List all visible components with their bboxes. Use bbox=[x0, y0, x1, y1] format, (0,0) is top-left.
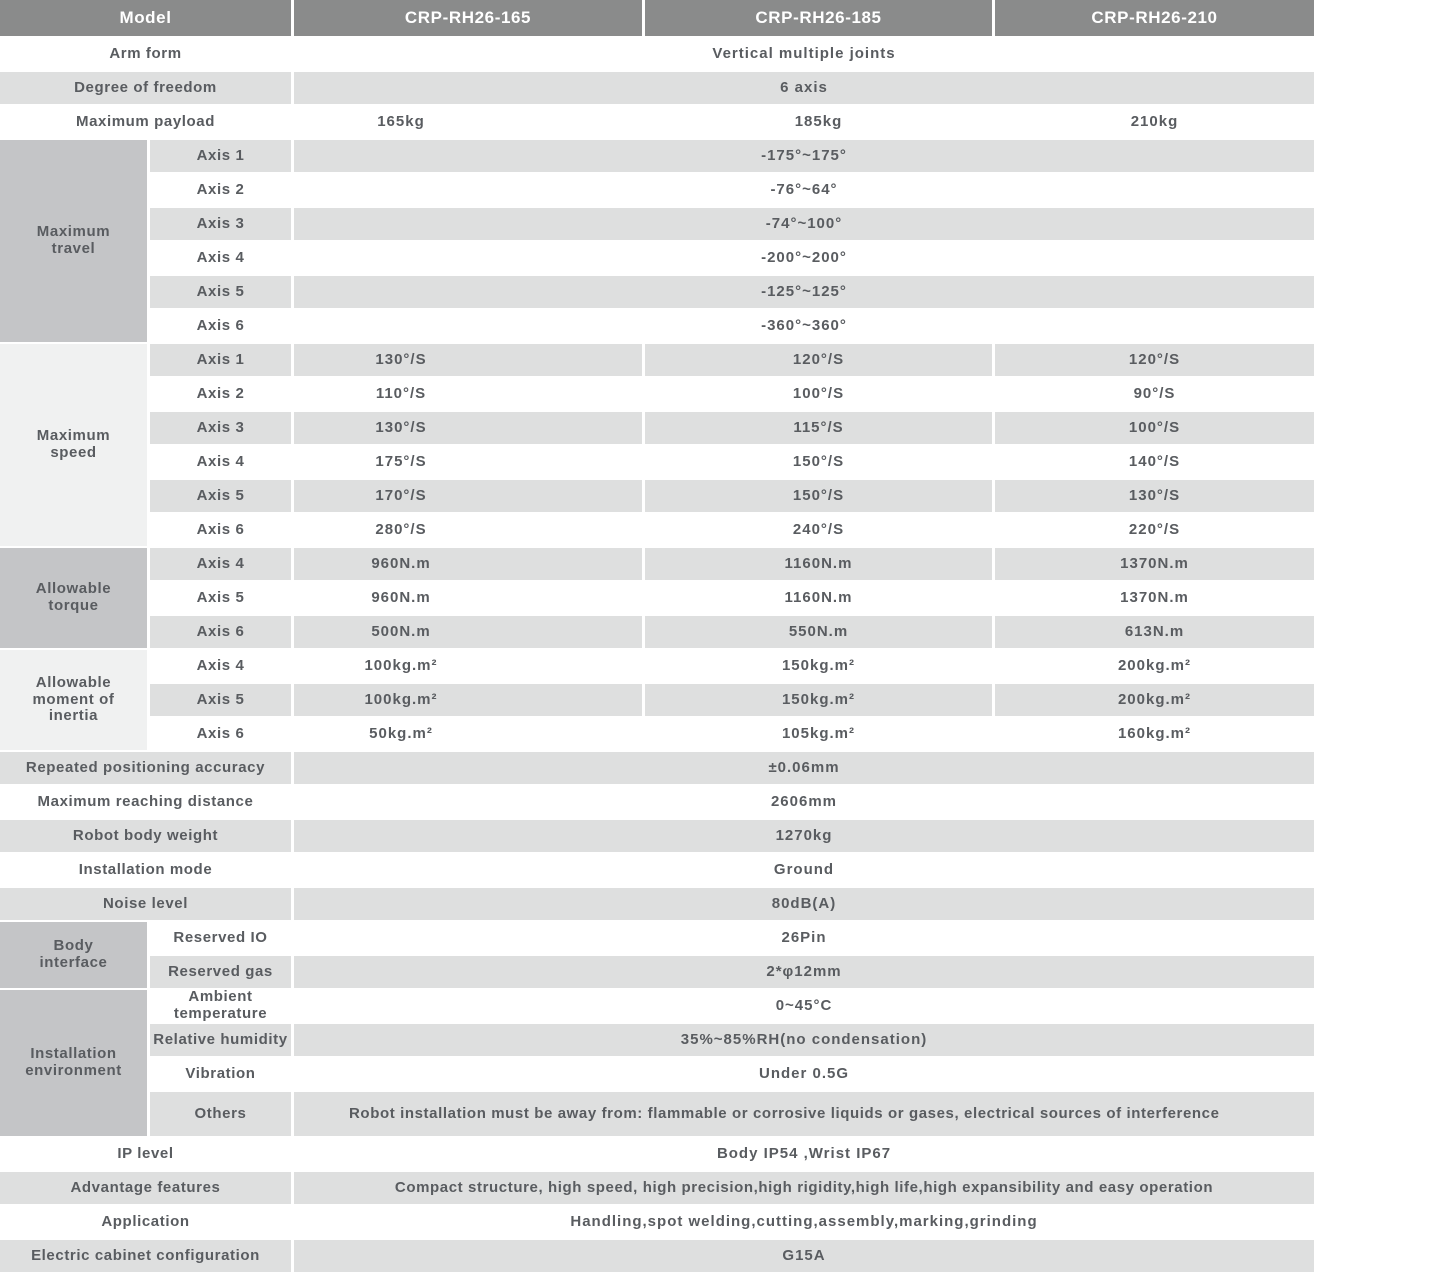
sub-label: Ambient temperature bbox=[150, 990, 291, 1024]
axis-label: Axis 3 bbox=[150, 412, 291, 446]
torque-165: 960N.m bbox=[294, 582, 642, 616]
group-label: Maximum speed bbox=[0, 344, 147, 548]
row-value: G15A bbox=[294, 1240, 1314, 1274]
payload-165: 165kg bbox=[294, 106, 642, 140]
speed-165: 280°/S bbox=[294, 514, 642, 548]
inertia-row bbox=[147, 718, 1314, 752]
torque-165: 500N.m bbox=[294, 616, 642, 650]
speed-185: 150°/S bbox=[645, 446, 992, 480]
torque-210: 613N.m bbox=[995, 616, 1314, 650]
row-value: Compact structure, high speed, high precision,high rigidity,high life,high expansibility and easy operation bbox=[294, 1172, 1314, 1206]
group-label: Maximum travel bbox=[0, 140, 147, 344]
body-interface-row bbox=[147, 922, 1314, 956]
axis-label: Axis 6 bbox=[150, 310, 291, 344]
group-label: Body interface bbox=[0, 922, 147, 990]
row-maximum-reaching-distance bbox=[0, 786, 1315, 820]
speed-165: 175°/S bbox=[294, 446, 642, 480]
environment-row bbox=[147, 1024, 1314, 1058]
axis-label: Axis 4 bbox=[150, 650, 291, 684]
inertia-185: 150kg.m² bbox=[645, 684, 992, 718]
speed-185: 115°/S bbox=[645, 412, 992, 446]
torque-185: 1160N.m bbox=[645, 582, 992, 616]
speed-row bbox=[147, 514, 1314, 548]
environment-row bbox=[147, 990, 1314, 1024]
travel-row bbox=[147, 276, 1314, 310]
row-label: Installation mode bbox=[0, 854, 291, 888]
speed-165: 130°/S bbox=[294, 412, 642, 446]
speed-165: 110°/S bbox=[294, 378, 642, 412]
group-allowable-moment-of-inertia bbox=[0, 650, 1315, 752]
sub-label: Vibration bbox=[150, 1058, 291, 1092]
torque-row bbox=[147, 616, 1314, 650]
environment-row bbox=[147, 1058, 1314, 1092]
group-label: Installation environment bbox=[0, 990, 147, 1138]
axis-label: Axis 5 bbox=[150, 276, 291, 310]
speed-row bbox=[147, 446, 1314, 480]
row-label: Robot body weight bbox=[0, 820, 291, 854]
inertia-165: 50kg.m² bbox=[294, 718, 642, 752]
sub-label: Reserved IO bbox=[150, 922, 291, 956]
sub-value: 2*φ12mm bbox=[294, 956, 1314, 990]
axis-label: Axis 1 bbox=[150, 344, 291, 378]
row-label: Maximum payload bbox=[0, 106, 291, 140]
sub-value: Under 0.5G bbox=[294, 1058, 1314, 1092]
model-name-165: CRP-RH26-165 bbox=[294, 0, 642, 38]
axis-value: -200°~200° bbox=[294, 242, 1314, 276]
body-interface-row bbox=[147, 956, 1314, 990]
model-name-185: CRP-RH26-185 bbox=[645, 0, 992, 38]
row-robot-body-weight bbox=[0, 820, 1315, 854]
model-header-label: Model bbox=[0, 0, 291, 38]
row-noise-level bbox=[0, 888, 1315, 922]
group-allowable-torque bbox=[0, 548, 1315, 650]
sub-label: Relative humidity bbox=[150, 1024, 291, 1058]
group-label: Allowable torque bbox=[0, 548, 147, 650]
row-value: Ground bbox=[294, 854, 1314, 888]
axis-value: -175°~175° bbox=[294, 140, 1314, 174]
speed-row bbox=[147, 378, 1314, 412]
torque-185: 550N.m bbox=[645, 616, 992, 650]
torque-185: 1160N.m bbox=[645, 548, 992, 582]
speed-210: 90°/S bbox=[995, 378, 1314, 412]
row-advantage-features bbox=[0, 1172, 1315, 1206]
torque-165: 960N.m bbox=[294, 548, 642, 582]
speed-185: 150°/S bbox=[645, 480, 992, 514]
sub-value: 26Pin bbox=[294, 922, 1314, 956]
speed-210: 220°/S bbox=[995, 514, 1314, 548]
axis-label: Axis 5 bbox=[150, 684, 291, 718]
row-value: Vertical multiple joints bbox=[294, 38, 1314, 72]
axis-label: Axis 5 bbox=[150, 480, 291, 514]
travel-row bbox=[147, 174, 1314, 208]
row-value: Handling,spot welding,cutting,assembly,marking,grinding bbox=[294, 1206, 1314, 1240]
axis-label: Axis 6 bbox=[150, 718, 291, 752]
torque-row bbox=[147, 582, 1314, 616]
axis-label: Axis 2 bbox=[150, 174, 291, 208]
axis-label: Axis 5 bbox=[150, 582, 291, 616]
speed-165: 170°/S bbox=[294, 480, 642, 514]
sub-value: 35%~85%RH(no condensation) bbox=[294, 1024, 1314, 1058]
row-label: Noise level bbox=[0, 888, 291, 922]
row-label: Arm form bbox=[0, 38, 291, 72]
row-value: Body IP54 ,Wrist IP67 bbox=[294, 1138, 1314, 1172]
axis-value: -74°~100° bbox=[294, 208, 1314, 242]
row-maximum-payload bbox=[0, 106, 1315, 140]
row-value: ±0.06mm bbox=[294, 752, 1314, 786]
sub-label: Others bbox=[150, 1092, 291, 1138]
travel-row bbox=[147, 208, 1314, 242]
group-body-interface bbox=[0, 922, 1315, 990]
sub-value: 0~45°C bbox=[294, 990, 1314, 1024]
speed-row bbox=[147, 480, 1314, 514]
torque-row bbox=[147, 548, 1314, 582]
header-row bbox=[0, 0, 1315, 38]
torque-210: 1370N.m bbox=[995, 548, 1314, 582]
inertia-165: 100kg.m² bbox=[294, 684, 642, 718]
inertia-165: 100kg.m² bbox=[294, 650, 642, 684]
sub-value: Robot installation must be away from: flammable or corrosive liquids or gases, electrical sources of interference bbox=[294, 1092, 1314, 1138]
group-installation-environment bbox=[0, 990, 1315, 1138]
speed-185: 120°/S bbox=[645, 344, 992, 378]
axis-label: Axis 4 bbox=[150, 446, 291, 480]
axis-label: Axis 3 bbox=[150, 208, 291, 242]
row-value: 80dB(A) bbox=[294, 888, 1314, 922]
speed-185: 240°/S bbox=[645, 514, 992, 548]
axis-label: Axis 1 bbox=[150, 140, 291, 174]
payload-185: 185kg bbox=[645, 106, 992, 140]
row-arm-form bbox=[0, 38, 1315, 72]
axis-value: -360°~360° bbox=[294, 310, 1314, 344]
row-label: Degree of freedom bbox=[0, 72, 291, 106]
group-maximum-travel bbox=[0, 140, 1315, 344]
inertia-row bbox=[147, 684, 1314, 718]
inertia-185: 150kg.m² bbox=[645, 650, 992, 684]
payload-210: 210kg bbox=[995, 106, 1314, 140]
row-installation-mode bbox=[0, 854, 1315, 888]
row-label: IP level bbox=[0, 1138, 291, 1172]
speed-row bbox=[147, 344, 1314, 378]
speed-row bbox=[147, 412, 1314, 446]
speed-210: 140°/S bbox=[995, 446, 1314, 480]
speed-185: 100°/S bbox=[645, 378, 992, 412]
axis-label: Axis 6 bbox=[150, 514, 291, 548]
torque-210: 1370N.m bbox=[995, 582, 1314, 616]
speed-210: 130°/S bbox=[995, 480, 1314, 514]
axis-value: -76°~64° bbox=[294, 174, 1314, 208]
row-repeated-positioning-accuracy bbox=[0, 752, 1315, 786]
row-label: Advantage features bbox=[0, 1172, 291, 1206]
inertia-210: 200kg.m² bbox=[995, 684, 1314, 718]
row-value: 1270kg bbox=[294, 820, 1314, 854]
inertia-row bbox=[147, 650, 1314, 684]
travel-row bbox=[147, 140, 1314, 174]
group-label: Allowable moment of inertia bbox=[0, 650, 147, 752]
row-degree-of-freedom bbox=[0, 72, 1315, 106]
row-value: 6 axis bbox=[294, 72, 1314, 106]
axis-label: Axis 4 bbox=[150, 548, 291, 582]
row-application bbox=[0, 1206, 1315, 1240]
axis-value: -125°~125° bbox=[294, 276, 1314, 310]
row-value: 2606mm bbox=[294, 786, 1314, 820]
speed-210: 100°/S bbox=[995, 412, 1314, 446]
model-name-210: CRP-RH26-210 bbox=[995, 0, 1314, 38]
axis-label: Axis 2 bbox=[150, 378, 291, 412]
axis-label: Axis 6 bbox=[150, 616, 291, 650]
row-electric-cabinet-configuration bbox=[0, 1240, 1315, 1274]
row-ip-level bbox=[0, 1138, 1315, 1172]
speed-210: 120°/S bbox=[995, 344, 1314, 378]
row-label: Maximum reaching distance bbox=[0, 786, 291, 820]
axis-label: Axis 4 bbox=[150, 242, 291, 276]
group-maximum-speed bbox=[0, 344, 1315, 548]
speed-165: 130°/S bbox=[294, 344, 642, 378]
travel-row bbox=[147, 242, 1314, 276]
row-label: Repeated positioning accuracy bbox=[0, 752, 291, 786]
inertia-210: 200kg.m² bbox=[995, 650, 1314, 684]
sub-label: Reserved gas bbox=[150, 956, 291, 990]
row-label: Application bbox=[0, 1206, 291, 1240]
environment-row-others bbox=[147, 1092, 1314, 1138]
travel-row bbox=[147, 310, 1314, 344]
inertia-185: 105kg.m² bbox=[645, 718, 992, 752]
inertia-210: 160kg.m² bbox=[995, 718, 1314, 752]
row-label: Electric cabinet configuration bbox=[0, 1240, 291, 1274]
